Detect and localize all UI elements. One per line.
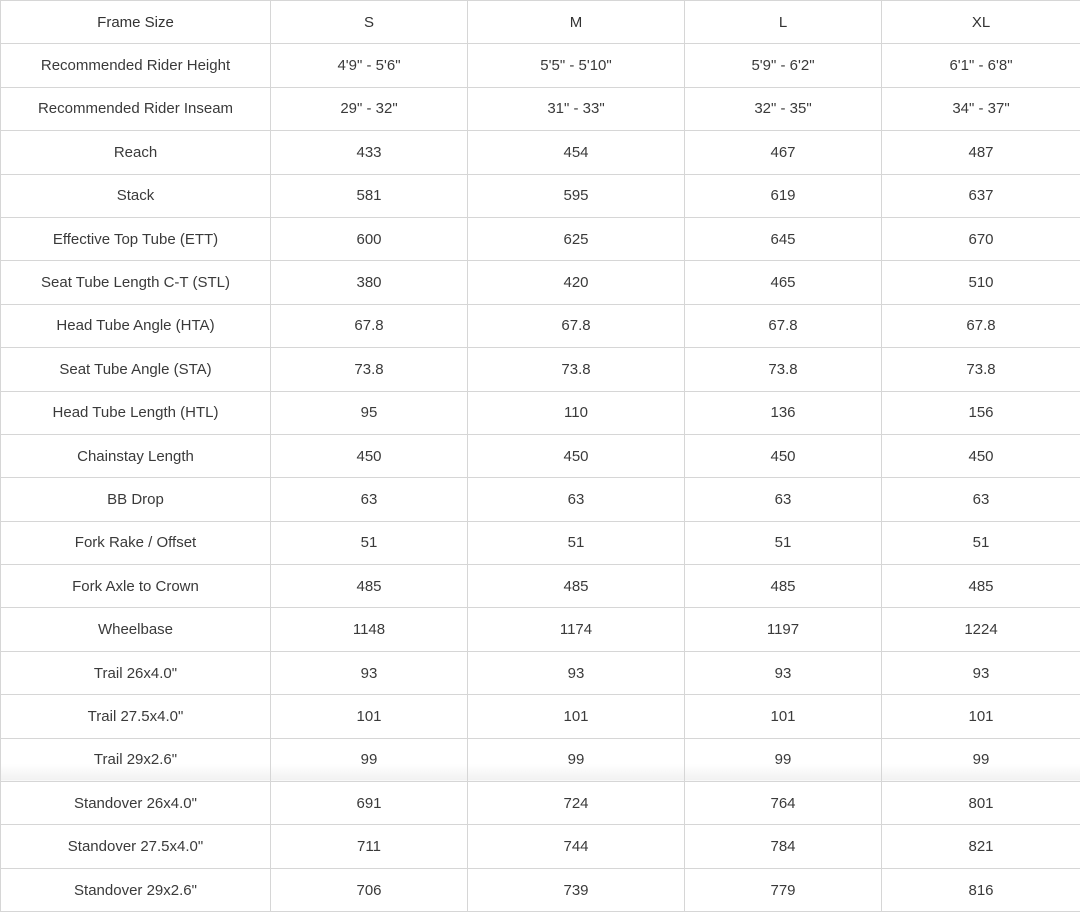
table-cell: 67.8	[882, 304, 1080, 347]
table-cell: 485	[468, 565, 685, 608]
table-cell: 101	[882, 695, 1080, 738]
header-cell-size-m: M	[468, 1, 685, 44]
table-cell: 99	[882, 738, 1080, 781]
table-cell: 691	[271, 782, 468, 825]
table-row	[1, 44, 1080, 87]
table-cell: 625	[468, 217, 685, 260]
table-cell: 67.8	[468, 304, 685, 347]
table-row	[1, 738, 1080, 781]
table-cell: 485	[685, 565, 882, 608]
table-row	[1, 825, 1080, 868]
table-cell: 93	[882, 651, 1080, 694]
table-cell: 34" - 37"	[882, 87, 1080, 130]
row-label: Fork Rake / Offset	[1, 521, 271, 564]
table-cell: 380	[271, 261, 468, 304]
row-label: Standover 26x4.0"	[1, 782, 271, 825]
table-row	[1, 608, 1080, 651]
table-cell: 67.8	[685, 304, 882, 347]
table-cell: 744	[468, 825, 685, 868]
table-cell: 510	[882, 261, 1080, 304]
table-cell: 1197	[685, 608, 882, 651]
table-cell: 724	[468, 782, 685, 825]
table-cell: 101	[271, 695, 468, 738]
table-cell: 645	[685, 217, 882, 260]
table-row	[1, 521, 1080, 564]
table-cell: 51	[685, 521, 882, 564]
table-cell: 485	[271, 565, 468, 608]
table-cell: 101	[468, 695, 685, 738]
row-label: Recommended Rider Inseam	[1, 87, 271, 130]
row-label: Seat Tube Length C-T (STL)	[1, 261, 271, 304]
table-cell: 5'9" - 6'2"	[685, 44, 882, 87]
table-cell: 1174	[468, 608, 685, 651]
table-row	[1, 131, 1080, 174]
table-cell: 454	[468, 131, 685, 174]
table-row	[1, 695, 1080, 738]
table-cell: 821	[882, 825, 1080, 868]
table-cell: 93	[685, 651, 882, 694]
row-label: Trail 29x2.6"	[1, 738, 271, 781]
row-label: Head Tube Length (HTL)	[1, 391, 271, 434]
table-cell: 711	[271, 825, 468, 868]
table-row	[1, 87, 1080, 130]
row-label: Trail 27.5x4.0"	[1, 695, 271, 738]
table-cell: 581	[271, 174, 468, 217]
row-label: Standover 29x2.6"	[1, 868, 271, 911]
table-row	[1, 868, 1080, 911]
table-cell: 670	[882, 217, 1080, 260]
row-label: Trail 26x4.0"	[1, 651, 271, 694]
table-cell: 51	[271, 521, 468, 564]
table-cell: 637	[882, 174, 1080, 217]
header-row	[1, 1, 1080, 44]
table-cell: 63	[685, 478, 882, 521]
table-row	[1, 261, 1080, 304]
table-row	[1, 478, 1080, 521]
table-cell: 816	[882, 868, 1080, 911]
table-cell: 1148	[271, 608, 468, 651]
table-cell: 156	[882, 391, 1080, 434]
table-cell: 801	[882, 782, 1080, 825]
table-cell: 110	[468, 391, 685, 434]
row-label: BB Drop	[1, 478, 271, 521]
table-cell: 63	[468, 478, 685, 521]
table-cell: 739	[468, 868, 685, 911]
row-label: Wheelbase	[1, 608, 271, 651]
table-row	[1, 217, 1080, 260]
row-label: Recommended Rider Height	[1, 44, 271, 87]
table-cell: 67.8	[271, 304, 468, 347]
row-label: Reach	[1, 131, 271, 174]
header-cell-label: Frame Size	[1, 1, 271, 44]
table-cell: 6'1" - 6'8"	[882, 44, 1080, 87]
table-cell: 99	[271, 738, 468, 781]
table-cell: 73.8	[882, 348, 1080, 391]
table-cell: 31" - 33"	[468, 87, 685, 130]
row-label: Effective Top Tube (ETT)	[1, 217, 271, 260]
header-cell-size-s: S	[271, 1, 468, 44]
table-cell: 99	[685, 738, 882, 781]
table-cell: 73.8	[468, 348, 685, 391]
table-cell: 450	[685, 434, 882, 477]
table-cell: 29" - 32"	[271, 87, 468, 130]
table-cell: 706	[271, 868, 468, 911]
table-cell: 619	[685, 174, 882, 217]
row-label: Standover 27.5x4.0"	[1, 825, 271, 868]
table-cell: 4'9" - 5'6"	[271, 44, 468, 87]
table-cell: 450	[271, 434, 468, 477]
table-cell: 420	[468, 261, 685, 304]
table-cell: 600	[271, 217, 468, 260]
table-cell: 95	[271, 391, 468, 434]
table-cell: 487	[882, 131, 1080, 174]
table-cell: 764	[685, 782, 882, 825]
table-row	[1, 651, 1080, 694]
table-cell: 93	[271, 651, 468, 694]
row-label: Head Tube Angle (HTA)	[1, 304, 271, 347]
table-cell: 99	[468, 738, 685, 781]
table-row	[1, 391, 1080, 434]
row-label: Stack	[1, 174, 271, 217]
table-cell: 63	[882, 478, 1080, 521]
row-label: Seat Tube Angle (STA)	[1, 348, 271, 391]
row-label: Fork Axle to Crown	[1, 565, 271, 608]
row-label: Chainstay Length	[1, 434, 271, 477]
table-row	[1, 348, 1080, 391]
table-cell: 433	[271, 131, 468, 174]
table-cell: 467	[685, 131, 882, 174]
table-cell: 136	[685, 391, 882, 434]
table-cell: 73.8	[685, 348, 882, 391]
table-cell: 32" - 35"	[685, 87, 882, 130]
header-cell-size-l: L	[685, 1, 882, 44]
geometry-table-body	[1, 1, 1080, 912]
table-cell: 93	[468, 651, 685, 694]
table-cell: 51	[882, 521, 1080, 564]
table-cell: 595	[468, 174, 685, 217]
table-row	[1, 565, 1080, 608]
table-cell: 450	[468, 434, 685, 477]
table-cell: 73.8	[271, 348, 468, 391]
header-cell-size-xl: XL	[882, 1, 1080, 44]
table-row	[1, 174, 1080, 217]
table-cell: 450	[882, 434, 1080, 477]
table-cell: 784	[685, 825, 882, 868]
table-row	[1, 434, 1080, 477]
table-cell: 5'5" - 5'10"	[468, 44, 685, 87]
table-cell: 63	[271, 478, 468, 521]
table-row	[1, 782, 1080, 825]
table-cell: 1224	[882, 608, 1080, 651]
table-cell: 101	[685, 695, 882, 738]
table-cell: 51	[468, 521, 685, 564]
table-cell: 485	[882, 565, 1080, 608]
table-row	[1, 304, 1080, 347]
table-cell: 779	[685, 868, 882, 911]
table-cell: 465	[685, 261, 882, 304]
